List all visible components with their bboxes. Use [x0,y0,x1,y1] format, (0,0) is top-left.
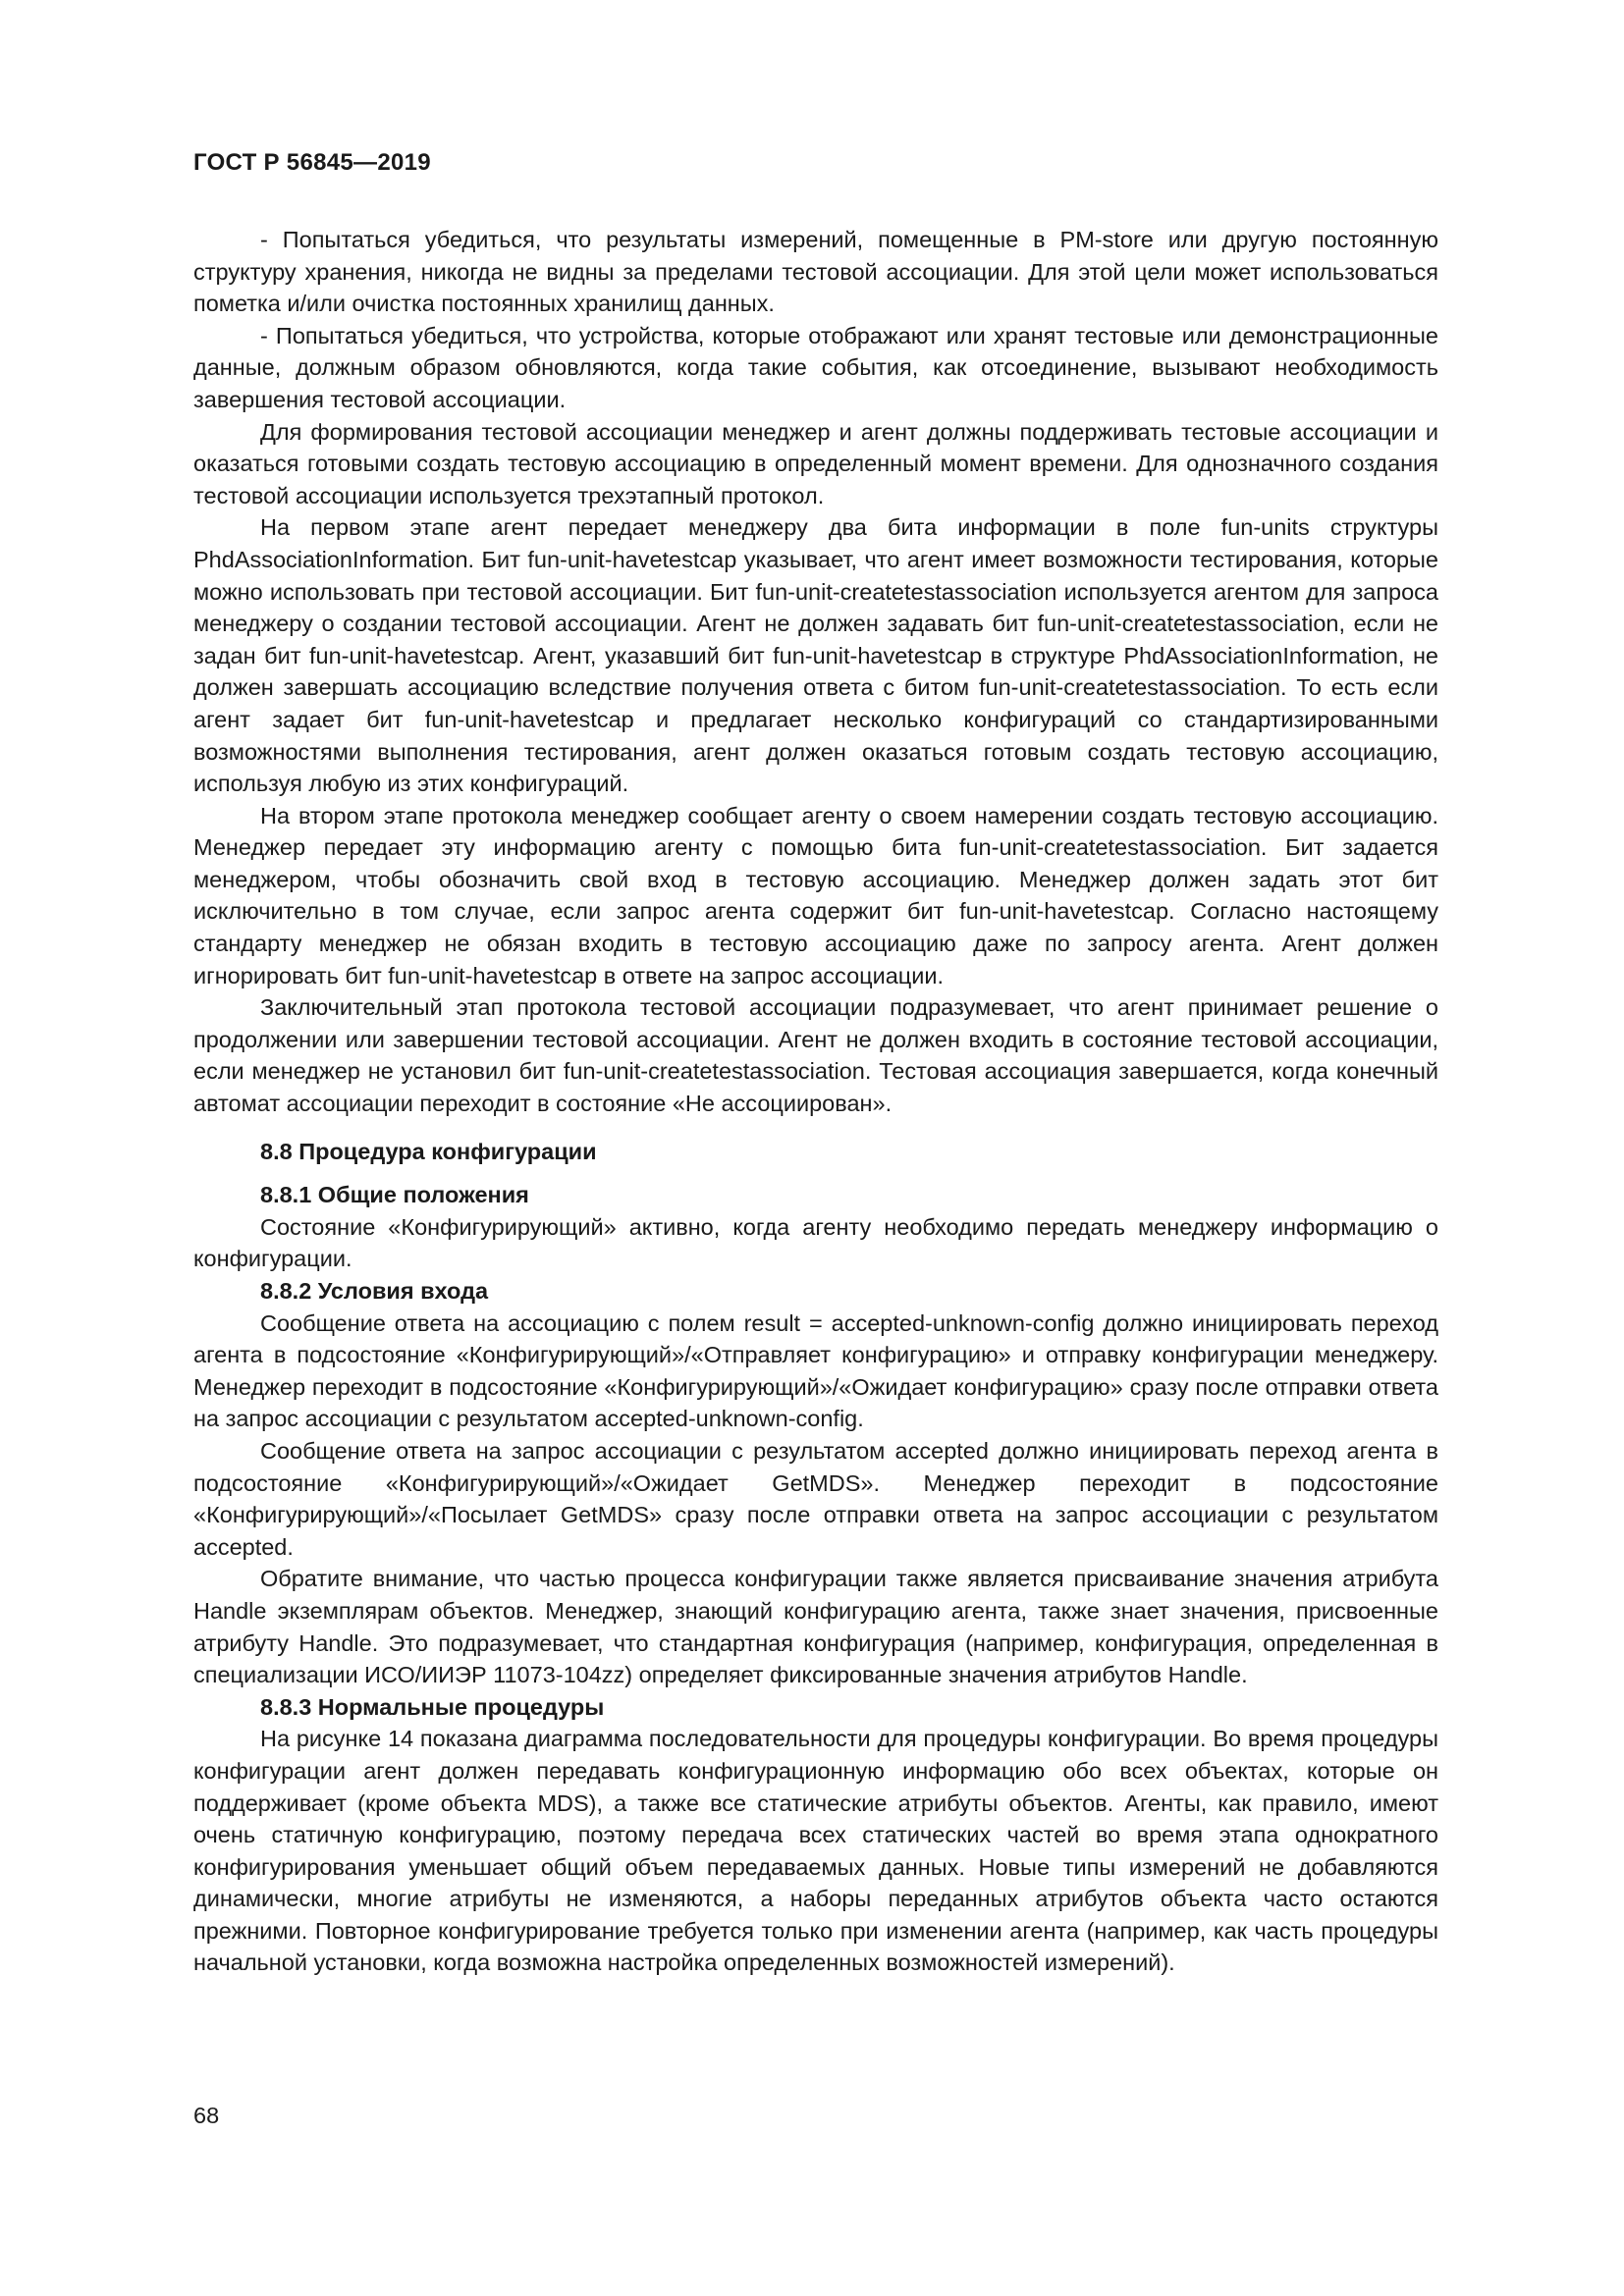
paragraph: Заключительный этап протокола тестовой ассоциации подразумевает, что агент принимает решение о продолжении или завершении тестовой ассоциации. Агент не должен входить в состояние тестовой ассоциации, если менеджер не установил бит fun-unit-createtestassociation. Тестовая ассоциация завершается, когда конечный автомат ассоциации переходит в состояние «Не ассоциирован». [193,994,1438,1117]
paragraph: Обратите внимание, что частью процесса конфигурации также является присваивание значения атрибута Handle экземплярам объектов. Менеджер, знающий конфигурацию агента, также знает значения, присвоенные атрибуту Handle. Это подразумевает, что стандартная конфигурация (например, конфигурация, определенная в специализации ИСО/ИИЭР 11073-104zz) определяет фиксированные значения атрибутов Handle. [193,1566,1438,1688]
subsection-heading-8-8-2: 8.8.2 Условия входа [260,1278,489,1304]
section-heading-8-8: 8.8 Процедура конфигурации [260,1138,597,1164]
paragraph: Сообщение ответа на запрос ассоциации с результатом accepted должно инициировать переход агента в подсостояние «Конфигурирующий»/«Ожидает GetMDS». Менеджер переходит в подсостояние «Конфигурирующий»/«Посылает GetMDS» сразу после отправки ответа на запрос ассоциации с результатом accepted. [193,1437,1438,1560]
paragraph: - Попытаться убедиться, что результаты измерений, помещенные в PM-store или другую постоянную структуру хранения, никогда не видны за пределами тестовой ассоциации. Для этой цели может использоваться пометка и/или очистка постоянных хранилищ данных. [193,227,1438,317]
paragraph: Для формирования тестовой ассоциации менеджер и агент должны поддерживать тестовые ассоциации и оказаться готовыми создать тестовую ассоциацию в определенный момент времени. Для однозначного создания тестовой ассоциации используется трехэтапный протокол. [193,418,1438,508]
paragraph: Состояние «Конфигурирующий» активно, когда агенту необходимо передать менеджеру информацию о конфигурации. [193,1213,1438,1272]
document-body [193,224,1438,1979]
page-number: 68 [193,2103,220,2128]
paragraph: - Попытаться убедиться, что устройства, которые отображают или хранят тестовые или демонстрационные данные, должным образом обновляются, когда такие события, как отсоединение, вызывают необходимость завершения тестовой ассоциации. [193,322,1438,412]
paragraph: На рисунке 14 показана диаграмма последовательности для процедуры конфигурации. Во время процедуры конфигурации агент должен передавать конфигурационную информацию обо всех объектах, которые он поддерживает (кроме объекта MDS), а также все статические атрибуты объектов. Агенты, как правило, имеют очень статичную конфигурацию, поэтому передача всех статических частей во время этапа однократного конфигурирования уменьшает общий объем передаваемых данных. Новые типы измерений не добавляются динамически, многие атрибуты не изменяются, а наборы переданных атрибутов объекта часто остаются прежними. Повторное конфигурирование требуется только при изменении агента (например, как часть процедуры начальной установки, когда возможна настройка определенных возможностей измерений). [193,1726,1438,1976]
document-header: ГОСТ Р 56845—2019 [193,149,431,176]
paragraph: На втором этапе протокола менеджер сообщает агенту о своем намерении создать тестовую ассоциацию. Менеджер передает эту информацию агенту с помощью бита fun-unit-createtestassociation. Бит задается менеджером, чтобы обозначить свой вход в тестовую ассоциацию. Менеджер должен задать этот бит исключительно в том случае, если запрос агента содержит бит fun-unit-havetestcap. Согласно настоящему стандарту менеджер не обязан входить в тестовую ассоциацию даже по запросу агента. Агент должен игнорировать бит fun-unit-havetestcap в ответе на запрос ассоциации. [193,802,1438,988]
subsection-heading-8-8-1: 8.8.1 Общие положения [260,1182,529,1208]
paragraph: На первом этапе агент передает менеджеру два бита информации в поле fun-units структуры PhdAssociationInformation. Бит fun-unit-havetestcap указывает, что агент имеет возможности тестирования, которые можно использовать при тестовой ассоциации. Бит fun-unit-createtestassociation используется агентом для запроса менеджеру о создании тестовой ассоциации. Агент не должен задавать бит fun-unit-createtestassociation, если не задан бит fun-unit-havetestcap. Агент, указавший бит fun-unit-havetestcap в структуре PhdAssociationInformation, не должен завершать ассоциацию вследствие получения ответа с битом fun-unit-createtestassociation. То есть если агент задает бит fun-unit-havetestcap и предлагает несколько конфигураций со стандартизированными возможностями выполнения тестирования, агент должен оказаться готовым создать тестовую ассоциацию, используя любую из этих конфигураций. [193,514,1438,797]
subsection-heading-8-8-3: 8.8.3 Нормальные процедуры [260,1693,605,1720]
paragraph: Сообщение ответа на ассоциацию с полем result = accepted-unknown-config должно инициировать переход агента в подсостояние «Конфигурирующий»/«Отправляет конфигурацию» и отправку конфигурации менеджеру. Менеджер переходит в подсостояние «Конфигурирующий»/«Ожидает конфигурацию» сразу после отправки ответа на запрос ассоциации с результатом accepted-unknown-config. [193,1309,1438,1432]
